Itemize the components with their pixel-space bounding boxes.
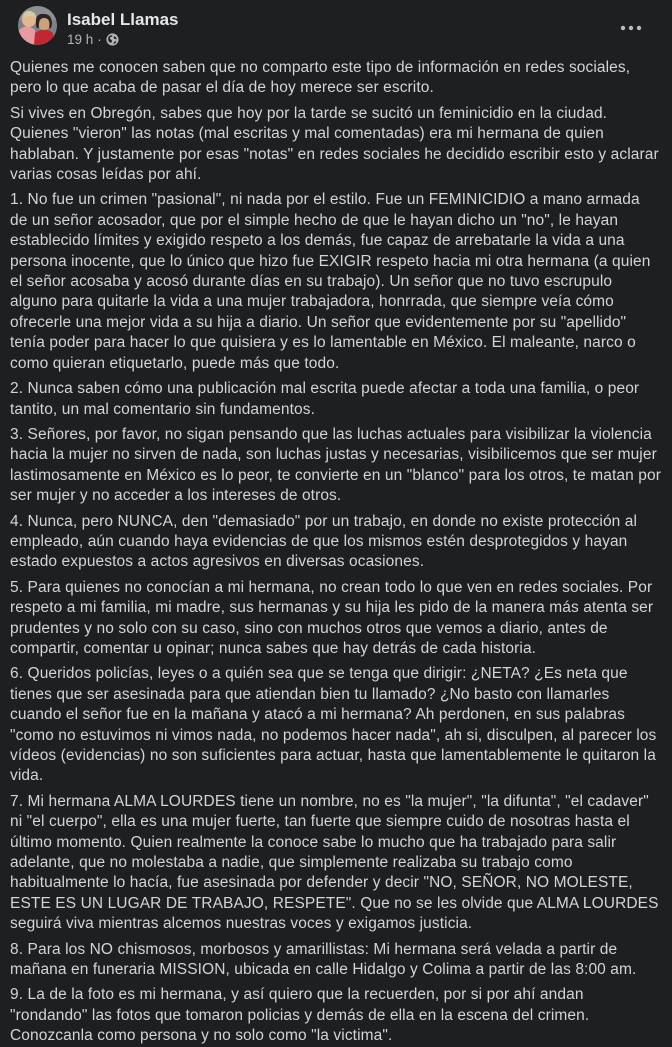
post-timestamp[interactable]: 19 h — [67, 32, 94, 47]
post-paragraph: 6. Queridos policías, leyes o a quién sea que se tenga que dirigir: ¿NETA? ¿Es neta que tienes que ser asesinada para que atiendan bien tu llamado? ¿No basto con llamarles cuando el señor fue en la mañana y atacó a mi hermana? Ah perdonen, en sus palabras "como no estuvimos ni vimos nada, no podemos hacer nada", ah si, disculpen, al parecer los vídeos (evidencias) no son suficientes para actuar, hasta que lamentablemente le quitaron la vida. — [10, 665, 657, 785]
globe-icon — [106, 33, 119, 46]
post-paragraph: Si vives en Obregón, sabes que hoy por la tarde se sucitó un feminicidio en la ciudad. Quienes "vieron" las notas (mal escritas y mal comentadas) era mi hermana de quien hablaban. Y justamente por esas "notas" en redes sociales he decidido escribir esto y aclarar varias cosas leídas por ahí. — [10, 104, 659, 184]
post-paragraph: 1. No fue un crimen "pasional", ni nada por el estilo. Fue un FEMINICIDIO a mano armada de un señor acosador, que por el simple hecho de que le hayan dicho un "no", le hayan establecido límites y exigido respeto a los demás, fue capaz de arrebatarle la vida a una persona inocente, que lo único que hizo fue EXIGIR respeto hacia mi otra hermana (a quien el señor acosaba y acosó durante días en su trabajo). Un señor que no tuvo escrupulo alguno para quitarle la vida a una mujer trabajadora, honrrada, que siempre veía cómo ofrecerle una mejor vida a su hija a diario. Un señor que evidentemente por su "apellido" tenía poder para hacer lo que quisiera y es lo lamentable en México. El maleante, narco o como quieran etiquetarlo, puede más que todo. — [10, 191, 651, 372]
post-paragraph: 2. Nunca saben cómo una publicación mal escrita puede afectar a toda una familia, o peor tantito, un mal comentario sin fundamentos. — [10, 380, 640, 418]
avatar[interactable] — [18, 6, 57, 45]
post-paragraph: 5. Para quienes no conocían a mi hermana, no crean todo lo que ven en redes sociales. Por respeto a mi familia, mi madre, sus hermanas y su hija les pido de la manera más atenta ser prudentes y no solo con su caso, sino con muchos otros que vemos a diario, antes de compartir, comentar u opinar; nunca sabes que hay detrás de cada historia. — [10, 578, 654, 657]
meta-separator: · — [97, 32, 102, 47]
post-meta-row — [67, 31, 179, 48]
header-meta — [67, 6, 179, 48]
post-content — [0, 54, 672, 1047]
post-header — [0, 0, 672, 54]
profile-photo-image — [18, 6, 57, 45]
post-paragraph: 9. La de la foto es mi hermana, y así quiero que la recuerden, por si por ahí andan "rondando" las fotos que tomaron policias y demás de ella en la escena del crimen. Conozcanla como persona y no solo como "la victima". — [10, 986, 590, 1045]
ellipsis-icon — [620, 24, 642, 32]
post-paragraph: Quienes me conocen saben que no comparto este tipo de información en redes sociales, pero lo que acaba de pasar el día de hoy merece ser escrito. — [10, 59, 631, 97]
post-menu-button[interactable] — [616, 16, 646, 39]
post-paragraph: 7. Mi hermana ALMA LOURDES tiene un nombre, no es "la mujer", "la difunta", "el cadaver" ni "el cuerpo", ella es una mujer fuerte, tan fuerte que siempre cuido de nosotras hasta el último momento. Quien realmente la conoce sabe lo mucho que ha trabajado para salir adelante, que no molestaba a nadie, que simplemente realizaba su trabajo como habitualmente lo hacía, fue asesinada por defender y decir "NO, SEÑOR, NO MOLESTE, ESTE ES UN LUGAR DE TRABAJO, RESPETE". Que no se les olvide que ALMA LOURDES seguirá viva mientras alcemos nuestras voces y exigamos justicia. — [10, 792, 659, 933]
author-name[interactable]: Isabel Llamas — [67, 10, 179, 29]
post-paragraph: 8. Para los NO chismosos, morbosos y amarillistas: Mi hermana será velada a partir de mañana en funeraria MISSION, ubicada en calle Hidalgo y Colima a partir de las 8:00 am. — [10, 940, 637, 979]
post-paragraph: 4. Nunca, pero NUNCA, den "demasiado" por un trabajo, en donde no existe protección al empleado, aún cuando haya evidencias de que los mismos estén desprotegidos y hayan estado expuestos a actos agresivos en diversas ocasiones. — [10, 512, 638, 571]
post-paragraph: 3. Señores, por favor, no sigan pensando que las luchas actuales para visibilizar la violencia hacia la mujer no sirven de nada, son luchas justas y necesarias, visibilicemos que ser mujer lastimosamente en México es lo peor, te convierte en un "blanco" para los otros, te matan por ser mujer y no acceder a los intereses de otros. — [10, 425, 661, 505]
